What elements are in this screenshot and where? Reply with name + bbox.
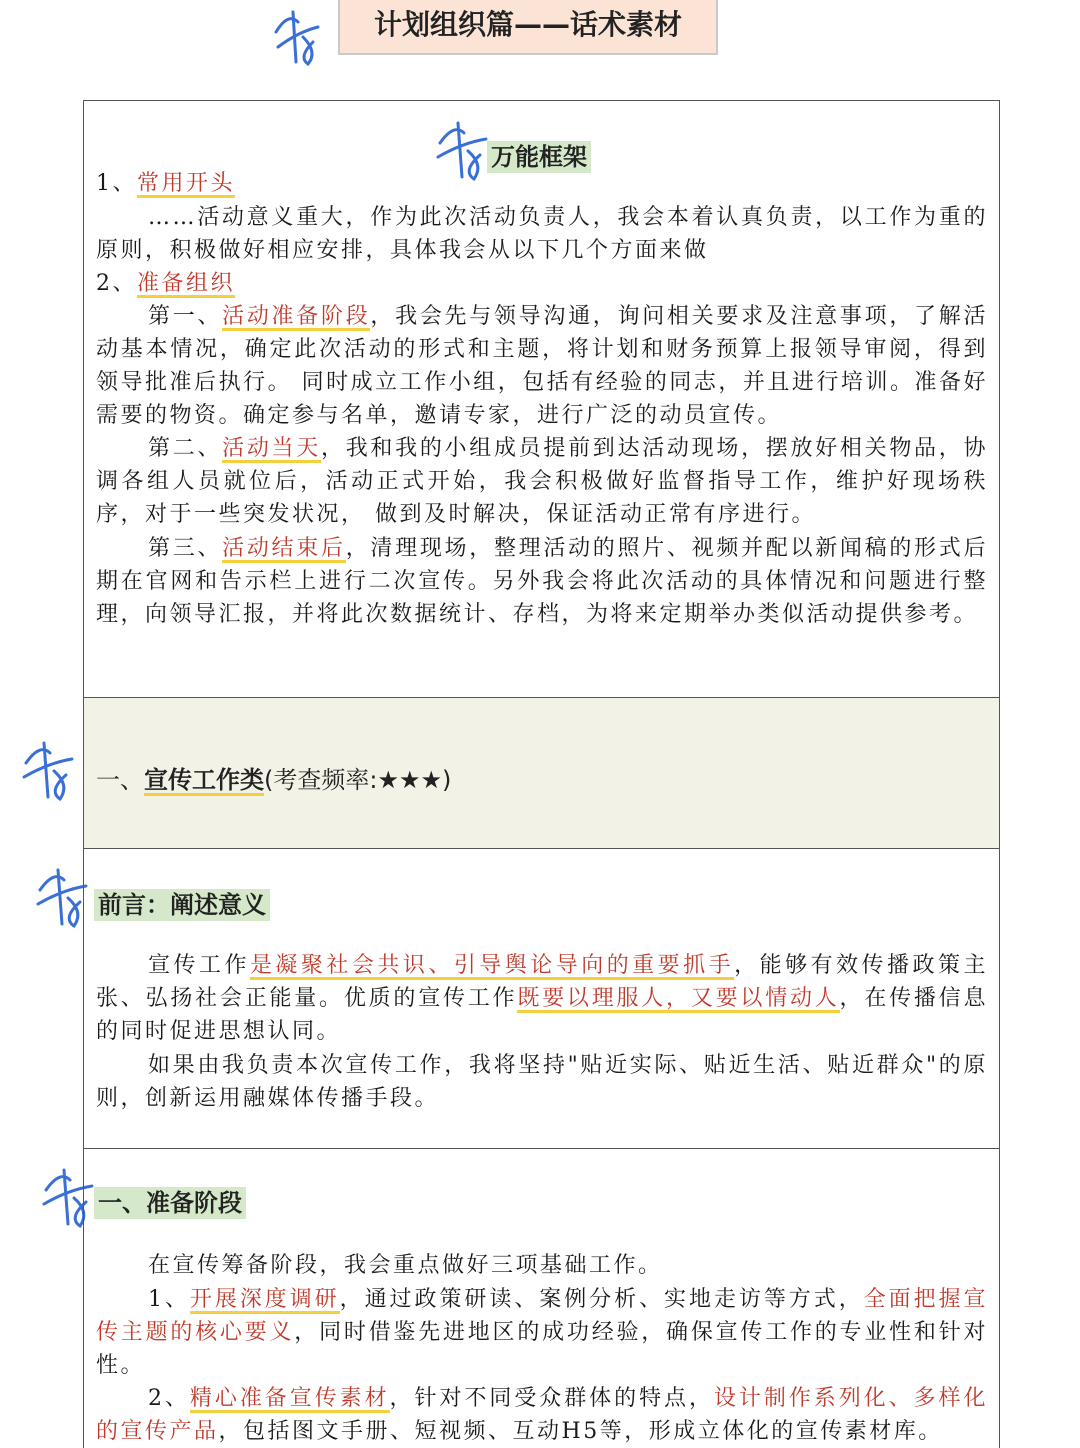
section-2-title: 2、准备组织 [96,271,236,296]
opening-text: ……活动意义重大，作为此次活动负责人，我会本着认真负责，以工作为重的原则，积极做好相应安排，具体我会从以下几个方面来做 [96,205,988,263]
step-1-paragraph: 第一、活动准备阶段，我会先与领导沟通，询问相关要求及注意事项，了解活动基本情况，确定此次活动的形式和主题，将计划和财务预算上报领导审阅，得到领导批准后执行。 同时成立工作小组，包括有经验的同志，并且进行培训。准备好需要的物资。确定参与名单，邀请专家，进行广泛的动员宣传。 [96,304,988,428]
category-heading: 一、宣传工作类(考查频率:★★★) [96,766,452,794]
handwritten-mark-icon [268,2,328,72]
prep-item-1: 1、开展深度调研，通过政策研读、案例分析、实地走访等方式，全面把握宣传主题的核心要义，同时借鉴先进地区的成功经验，确保宣传工作的专业性和针对性。 [96,1287,988,1378]
category-section [83,697,1000,849]
section-1-title: 1、常用开头 [96,171,236,196]
preface-heading: 前言：阐述意义 [94,885,270,920]
step-3-paragraph: 第三、活动结束后，清理现场，整理活动的照片、视频并配以新闻稿的形式后期在官网和告示栏上进行二次宣传。另外我会将此次活动的具体情况和问题进行整理，向领导汇报，并将此次数据统计、存档，为将来定期举办类似活动提供参考。 [96,536,988,627]
page-title: 计划组织篇——话术素材 [338,0,718,55]
prep-section [83,1148,1000,1448]
handwritten-mark-icon [18,735,78,805]
preface-paragraph-1: 宣传工作是凝聚社会共识、引导舆论导向的重要抓手，能够有效传播政策主张、弘扬社会正能量。优质的宣传工作既要以理服人，又要以情动人，在传播信息的同时促进思想认同。 [96,953,988,1044]
prep-intro: 在宣传筹备阶段，我会重点做好三项基础工作。 [148,1253,663,1278]
preface-paragraph-2: 如果由我负责本次宣传工作，我将坚持"贴近实际、贴近生活、贴近群众"的原则，创新运用融媒体传播手段。 [96,1053,988,1111]
prep-item-2: 2、精心准备宣传素材，针对不同受众群体的特点，设计制作系列化、多样化的宣传产品，包括图文手册、短视频、互动H5等，形成立体化的宣传素材库。 [96,1386,988,1444]
framework-section [83,100,1000,698]
preface-section [83,848,1000,1149]
framework-heading: 万能框架 [487,137,591,172]
step-2-paragraph: 第二、活动当天，我和我的小组成员提前到达活动现场，摆放好相关物品，协调各组人员就位后，活动正式开始，我会积极做好监督指导工作，维护好现场秩序，对于一些突发状况， 做到及时解决，保证活动正常有序进行。 [96,436,988,527]
prep-heading: 一、准备阶段 [94,1183,246,1218]
